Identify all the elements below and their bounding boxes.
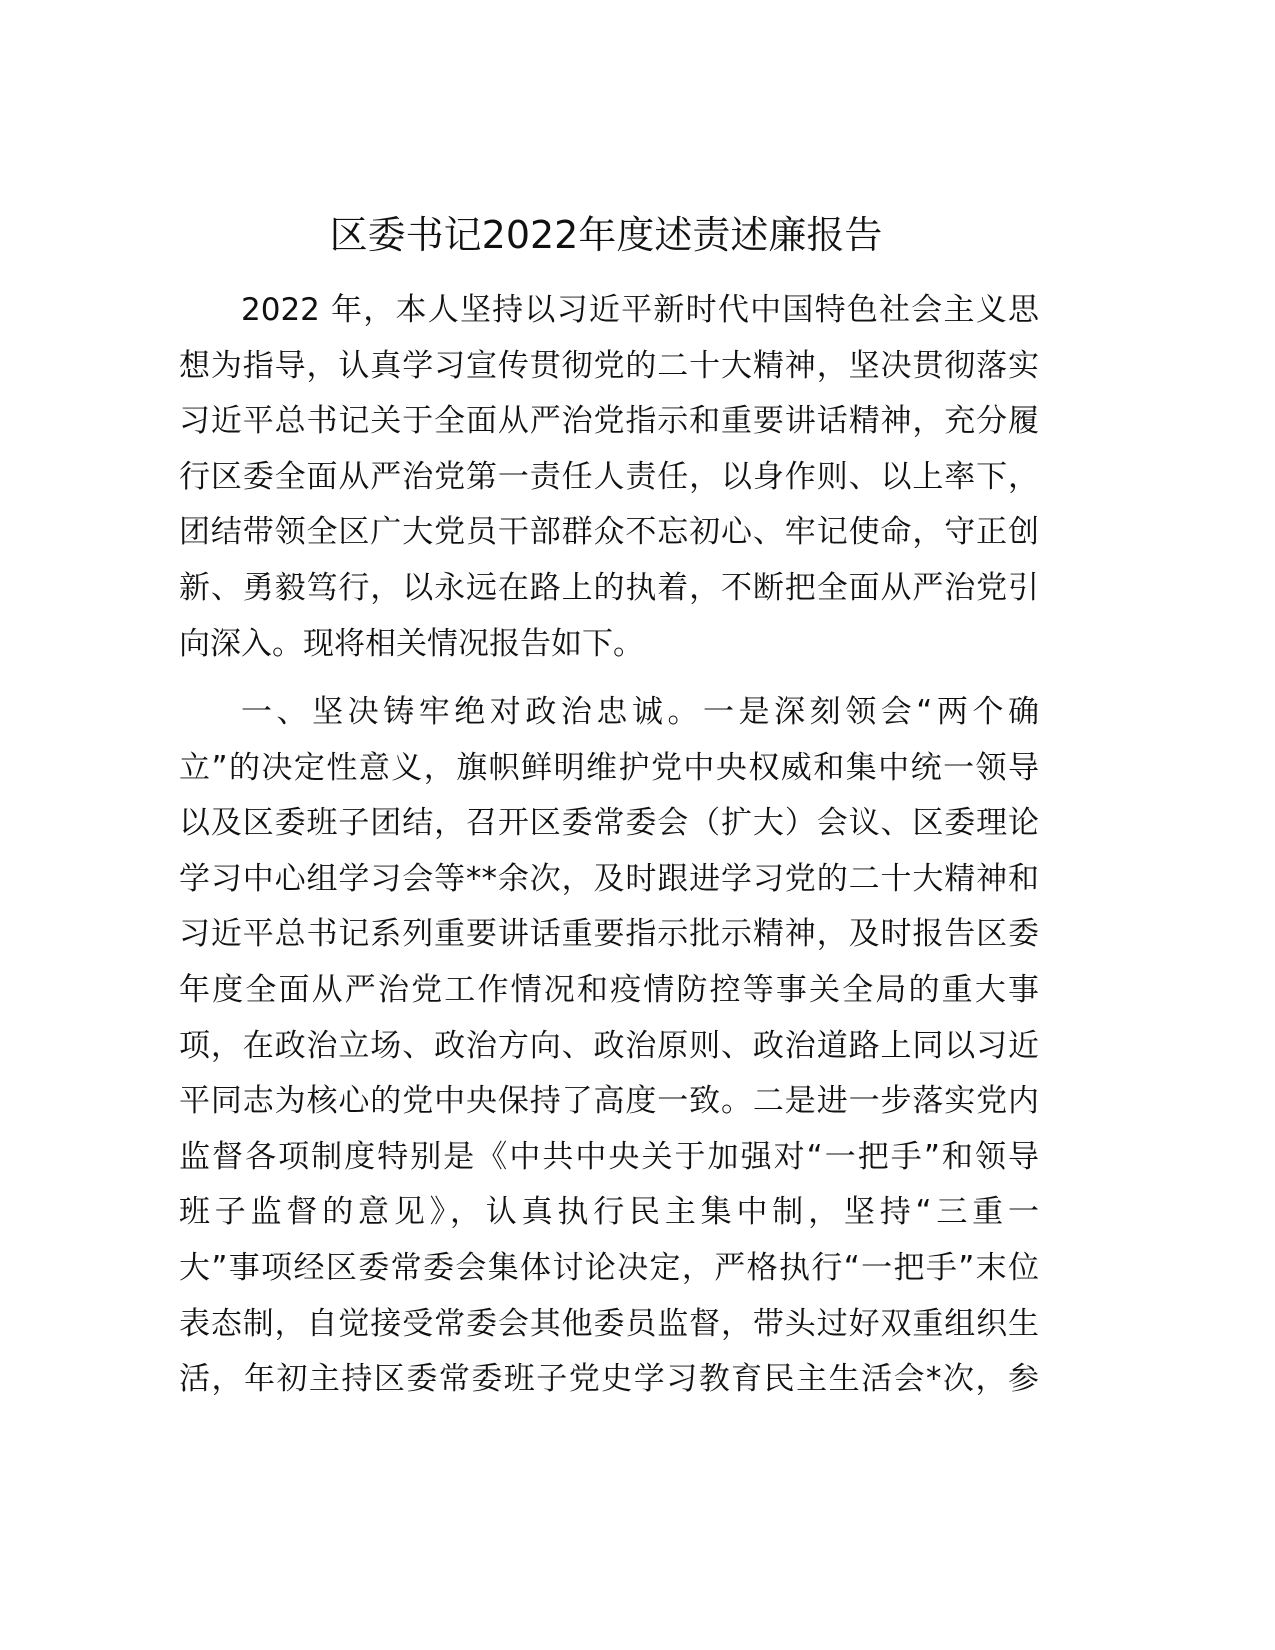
paragraph-line: 平同志为核心的党中央保持了高度一致。二是进一步落实党内 [179,1083,1039,1120]
paragraph-section-one [179,685,1039,1408]
paragraph-line: 以及区委班子团结，召开区委常委会（扩大）会议、区委理论 [179,805,1039,842]
paragraph-intro [179,283,1039,672]
paragraph-line: 学习中心组学习会等**余次，及时跟进学习党的二十大精神和 [179,860,1039,897]
paragraph-line: 向深入。现将相关情况报告如下。 [179,625,644,662]
paragraph-line: 班子监督的意见》，认真执行民主集中制，坚持“三重一 [179,1194,1039,1231]
paragraph-line: 活，年初主持区委常委班子党史学习教育民主生活会*次，参 [179,1361,1039,1398]
paragraph-line: 监督各项制度特别是《中共中央关于加强对“一把手”和领导 [179,1138,1039,1175]
paragraph-line: 习近平总书记系列重要讲话重要指示批示精神，及时报告区委 [179,916,1039,953]
paragraph-line: 行区委全面从严治党第一责任人责任，以身作则、以上率下， [179,458,1039,495]
paragraph-line: 年度全面从严治党工作情况和疫情防控等事关全局的重大事 [179,971,1039,1008]
paragraph-line: 表态制，自觉接受常委会其他委员监督，带头过好双重组织生 [179,1305,1039,1342]
section-heading-line: 一、坚决铸牢绝对政治忠诚。一是深刻领会“两个确 [241,694,1039,730]
paragraph-line: 习近平总书记关于全面从严治党指示和重要讲话精神，充分履 [179,403,1039,440]
paragraph-line: 想为指导，认真学习宣传贯彻党的二十大精神，坚决贯彻落实 [179,347,1039,384]
paragraph-line: 立”的决定性意义，旗帜鲜明维护党中央权威和集中统一领导 [179,749,1039,786]
document-title: 区委书记2022年度述责述廉报告 [329,213,883,257]
paragraph-line: 2022 年，本人坚持以习近平新时代中国特色社会主义思 [241,292,1039,328]
paragraph-line: 大”事项经区委常委会集体讨论决定，严格执行“一把手”末位 [179,1249,1039,1286]
paragraph-line: 团结带领全区广大党员干部群众不忘初心、牢记使命，守正创 [179,514,1039,551]
paragraph-line: 新、勇毅笃行，以永远在路上的执着，不断把全面从严治党引 [179,569,1039,606]
paragraph-line: 项，在政治立场、政治方向、政治原则、政治道路上同以习近 [179,1027,1039,1064]
